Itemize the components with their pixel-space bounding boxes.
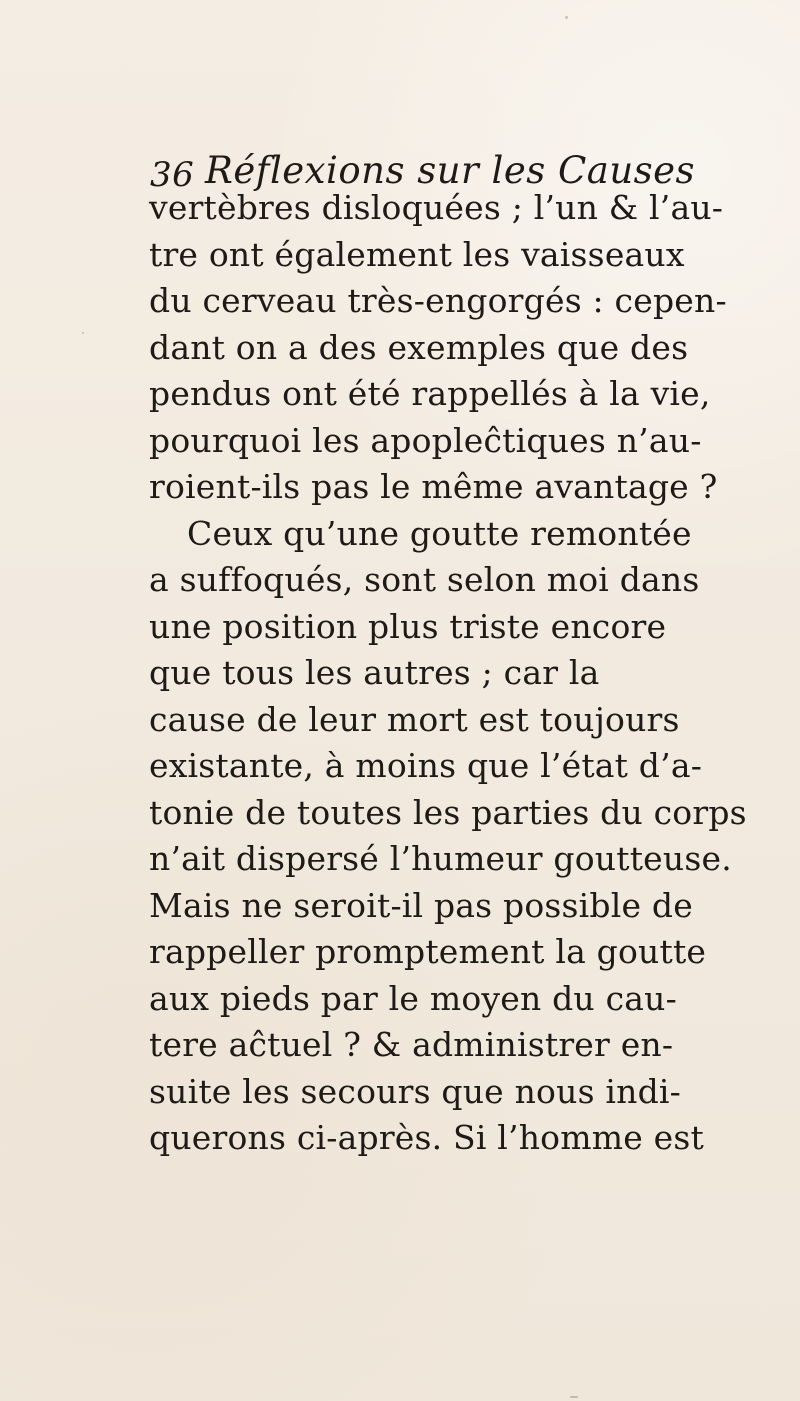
running-title: Réflexions sur les Causes bbox=[205, 149, 696, 192]
text-line: rappeller promptement la goutte bbox=[149, 932, 707, 971]
text-line: tere aĉtuel ? & administrer en- bbox=[149, 1025, 674, 1064]
text-line: aux pieds par le moyen du cau- bbox=[149, 978, 677, 1018]
paper-speck bbox=[570, 1396, 578, 1398]
text-line: suite les secours que nous indi- bbox=[149, 1071, 682, 1111]
text-line: tre ont également les vaisseaux bbox=[149, 234, 685, 274]
text-line: que tous les autres ; car la bbox=[149, 653, 600, 692]
text-line: Mais ne seroit-il pas possible de bbox=[149, 885, 693, 925]
text-line: dant on a des exemples que des bbox=[149, 327, 689, 367]
text-line: pourquoi les apopleĉtiques n’au- bbox=[149, 420, 702, 460]
text-line: n’ait dispersé l’humeur goutteuse. bbox=[149, 839, 732, 878]
text-line: tonie de toutes les parties du corps bbox=[149, 792, 747, 832]
text-line: vertèbres disloquées ; l’un & l’au- bbox=[149, 188, 724, 227]
text-line: cause de leur mort est toujours bbox=[149, 699, 680, 739]
page-number: 36 bbox=[150, 155, 195, 195]
text-line: Ceux qu’une goutte remontée bbox=[187, 513, 692, 553]
paper-speck bbox=[82, 332, 84, 334]
text-line: existante, à moins que l’état d’a- bbox=[149, 746, 703, 785]
body-text bbox=[149, 185, 747, 1162]
paper-speck bbox=[565, 16, 568, 19]
text-line: une position plus triste encore bbox=[149, 606, 667, 646]
text-line: querons ci-après. Si l’homme est bbox=[149, 1118, 704, 1157]
text-line: pendus ont été rappellés à la vie, bbox=[149, 374, 711, 413]
text-line: a suffoqués, sont selon moi dans bbox=[149, 560, 700, 599]
text-line: roient-ils pas le même avantage ? bbox=[149, 467, 718, 506]
paper-speck bbox=[642, 1098, 646, 1102]
text-line: du cerveau très-engorgés : cepen- bbox=[149, 281, 727, 320]
